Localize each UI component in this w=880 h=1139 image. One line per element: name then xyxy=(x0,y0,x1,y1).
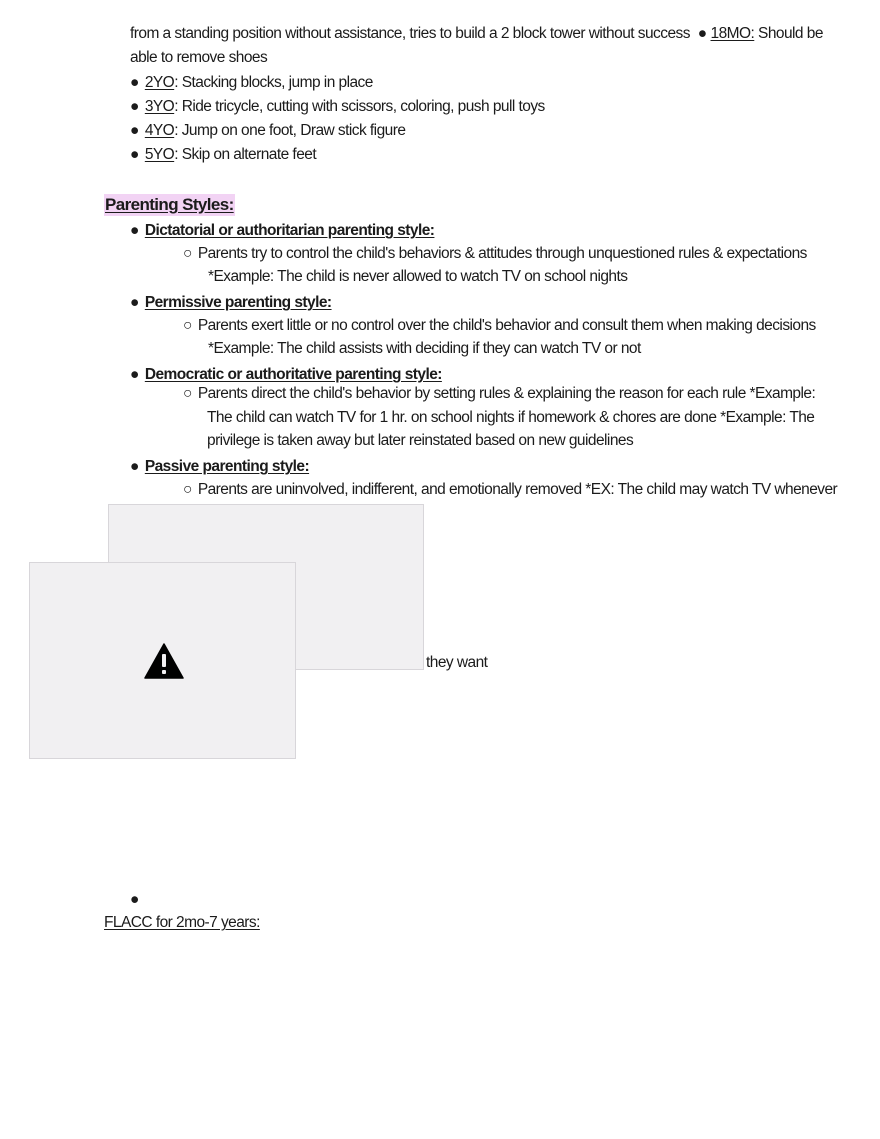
style-desc-line: *Example: The child is never allowed to watch TV on school nights xyxy=(208,268,628,285)
style-permissive-example xyxy=(208,339,641,359)
milestone-line-1 xyxy=(130,24,823,44)
style-desc-line: The child can watch TV for 1 hr. on school nights if homework & chores are done *Example: The xyxy=(207,409,815,426)
bullet: ● xyxy=(130,891,139,908)
bullet: ● xyxy=(130,294,139,311)
style-title: Democratic or authoritative parenting style: xyxy=(144,366,442,383)
style-desc-line: privilege is taken away but later reinstated based on new guidelines xyxy=(207,432,634,449)
sub-bullet: ○ xyxy=(183,317,192,334)
bullet: ● xyxy=(130,458,139,475)
style-dictatorial xyxy=(130,221,434,241)
bullet: ● xyxy=(130,122,139,139)
parenting-styles-heading: Parenting Styles: xyxy=(105,195,234,214)
milestone-line-1-tail: Should be xyxy=(754,25,823,42)
milestone-item-3yo xyxy=(130,97,545,117)
bullet: ● xyxy=(130,222,139,239)
style-title: Dictatorial or authoritarian parenting style: xyxy=(144,222,435,239)
bullet: ● xyxy=(130,146,139,163)
milestone-age-18mo: 18MO: xyxy=(710,25,755,42)
style-passive-continuation xyxy=(426,653,487,673)
style-desc-line: Parents are uninvolved, indifferent, and emotionally removed *EX: The child may watch TV whenever xyxy=(197,481,838,498)
bullet: ● xyxy=(130,74,139,91)
style-permissive-desc xyxy=(183,316,816,336)
milestone-text: : Stacking blocks, jump in place xyxy=(174,74,373,91)
warning-triangle-icon xyxy=(144,643,184,679)
flacc-heading: FLACC for 2mo-7 years: xyxy=(104,914,260,931)
style-desc-line: Parents direct the child's behavior by setting rules & explaining the reason for each rule *Example: xyxy=(197,385,816,402)
sub-bullet: ○ xyxy=(183,481,192,498)
style-desc-line: they want xyxy=(426,654,488,671)
style-democratic xyxy=(130,365,442,385)
style-democratic-desc xyxy=(183,384,815,404)
style-title: Passive parenting style: xyxy=(144,458,310,475)
milestone-age: 5YO xyxy=(144,146,175,163)
style-passive xyxy=(130,457,309,477)
milestone-line-1-text: from a standing position without assistance, tries to build a 2 block tower without success xyxy=(130,25,690,42)
style-desc-line: Parents exert little or no control over the child's behavior and consult them when making decisions xyxy=(197,317,816,334)
milestone-item-5yo xyxy=(130,145,316,165)
milestone-age: 4YO xyxy=(144,122,175,139)
style-passive-desc xyxy=(183,480,837,500)
image-placeholder-front[interactable] xyxy=(29,562,296,759)
milestone-item-2yo xyxy=(130,73,373,93)
bullet: ● xyxy=(697,25,707,42)
empty-bullet-item xyxy=(130,890,139,910)
style-permissive xyxy=(130,293,332,313)
sub-bullet: ○ xyxy=(183,385,192,402)
style-dictatorial-desc xyxy=(183,244,807,264)
style-dictatorial-example xyxy=(208,267,627,287)
milestone-age: 3YO xyxy=(144,98,175,115)
milestone-text: : Skip on alternate feet xyxy=(174,146,317,163)
style-title: Permissive parenting style: xyxy=(144,294,332,311)
milestone-line-2 xyxy=(130,48,267,68)
style-desc-line: *Example: The child assists with deciding if they can watch TV or not xyxy=(208,340,641,357)
milestone-age: 2YO xyxy=(144,74,175,91)
milestone-line-2-text: able to remove shoes xyxy=(130,49,268,66)
style-democratic-desc-2 xyxy=(207,408,814,428)
milestone-text: : Ride tricycle, cutting with scissors, coloring, push pull toys xyxy=(174,98,545,115)
bullet: ● xyxy=(130,366,139,383)
style-democratic-desc-3 xyxy=(207,431,633,451)
sub-bullet: ○ xyxy=(183,245,192,262)
bullet: ● xyxy=(130,98,139,115)
milestone-text: : Jump on one foot, Draw stick figure xyxy=(174,122,406,139)
style-desc-line: Parents try to control the child's behaviors & attitudes through unquestioned rules & expectations xyxy=(197,245,807,262)
milestone-item-4yo xyxy=(130,121,405,141)
